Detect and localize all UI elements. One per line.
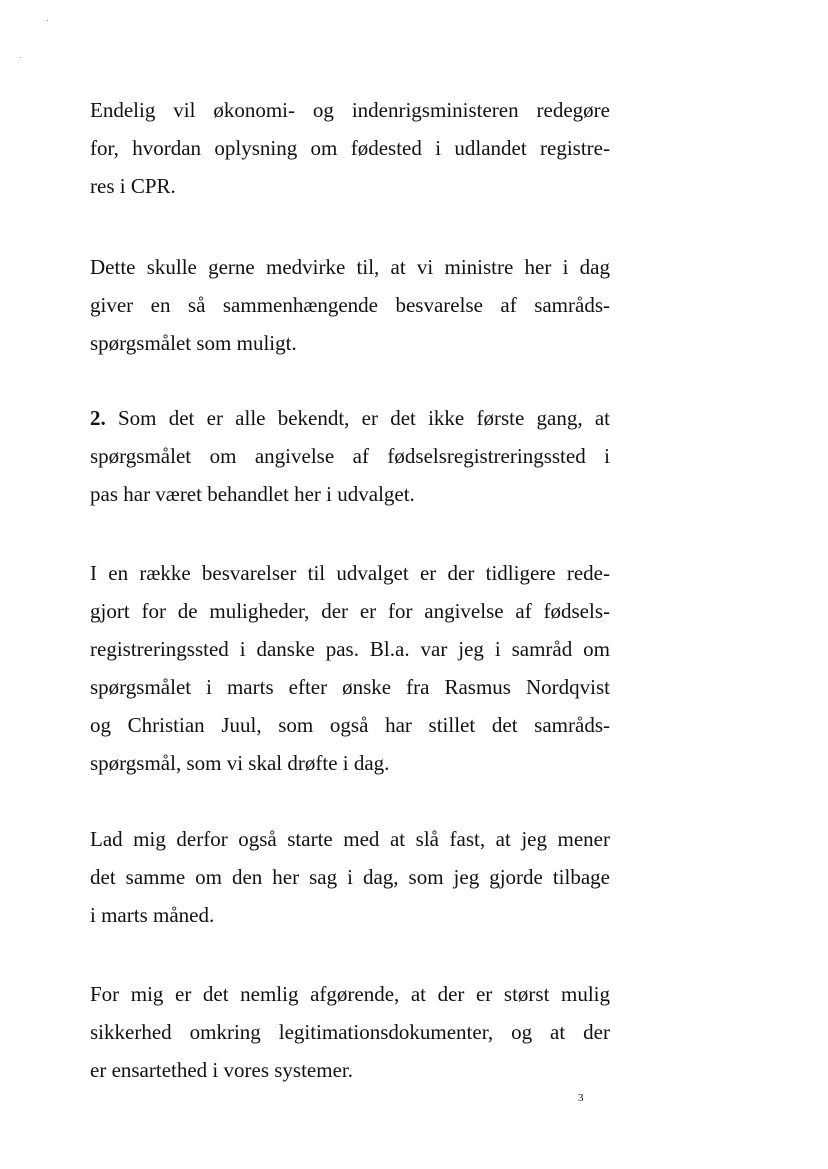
text-line: spørgsmålet i marts efter ønske fra Rasmus Nordqvist	[90, 675, 610, 699]
paragraph-4	[90, 554, 610, 782]
text-line: i marts måned.	[90, 903, 215, 927]
scan-speck	[20, 57, 21, 58]
text-line: for, hvordan oplysning om fødested i udlandet registre-	[90, 136, 610, 160]
text-line: For mig er det nemlig afgørende, at der er størst mulig	[90, 982, 610, 1006]
text-line: registreringssted i danske pas. Bl.a. var jeg i samråd om	[90, 637, 610, 661]
text-line	[90, 399, 610, 437]
text-line: Lad mig derfor også starte med at slå fast, at jeg mener	[90, 827, 610, 851]
scan-speck	[47, 20, 48, 21]
text-line: Endelig vil økonomi- og indenrigsministeren redegøre	[90, 98, 610, 122]
paragraph-5	[90, 820, 610, 934]
paragraph-3	[90, 399, 610, 513]
text-line: res i CPR.	[90, 174, 176, 198]
paragraph-1	[90, 91, 610, 205]
paragraph-2	[90, 248, 610, 362]
text-line: gjort for de muligheder, der er for angivelse af fødsels-	[90, 599, 610, 623]
text-line: pas har været behandlet her i udvalget.	[90, 482, 415, 506]
page-number: 3	[578, 1092, 584, 1104]
text-line: I en række besvarelser til udvalget er der tidligere rede-	[90, 561, 610, 585]
text-line: er ensartethed i vores systemer.	[90, 1058, 353, 1082]
section-number: 2.	[90, 406, 106, 430]
text-line: det samme om den her sag i dag, som jeg gjorde tilbage	[90, 865, 610, 889]
text-line: spørgsmål, som vi skal drøfte i dag.	[90, 751, 390, 775]
text-line: Dette skulle gerne medvirke til, at vi ministre her i dag	[90, 255, 610, 279]
text-line: og Christian Juul, som også har stillet det samråds-	[90, 713, 610, 737]
paragraph-6	[90, 975, 610, 1089]
text-line: sikkerhed omkring legitimationsdokumenter, og at der	[90, 1020, 610, 1044]
text-line: spørgsmålet om angivelse af fødselsregistreringssted i	[90, 444, 610, 468]
section-first-line: Som det er alle bekendt, er det ikke første gang, at	[105, 406, 610, 430]
text-line: giver en så sammenhængende besvarelse af samråds-	[90, 293, 610, 317]
text-line: spørgsmålet som muligt.	[90, 331, 297, 355]
